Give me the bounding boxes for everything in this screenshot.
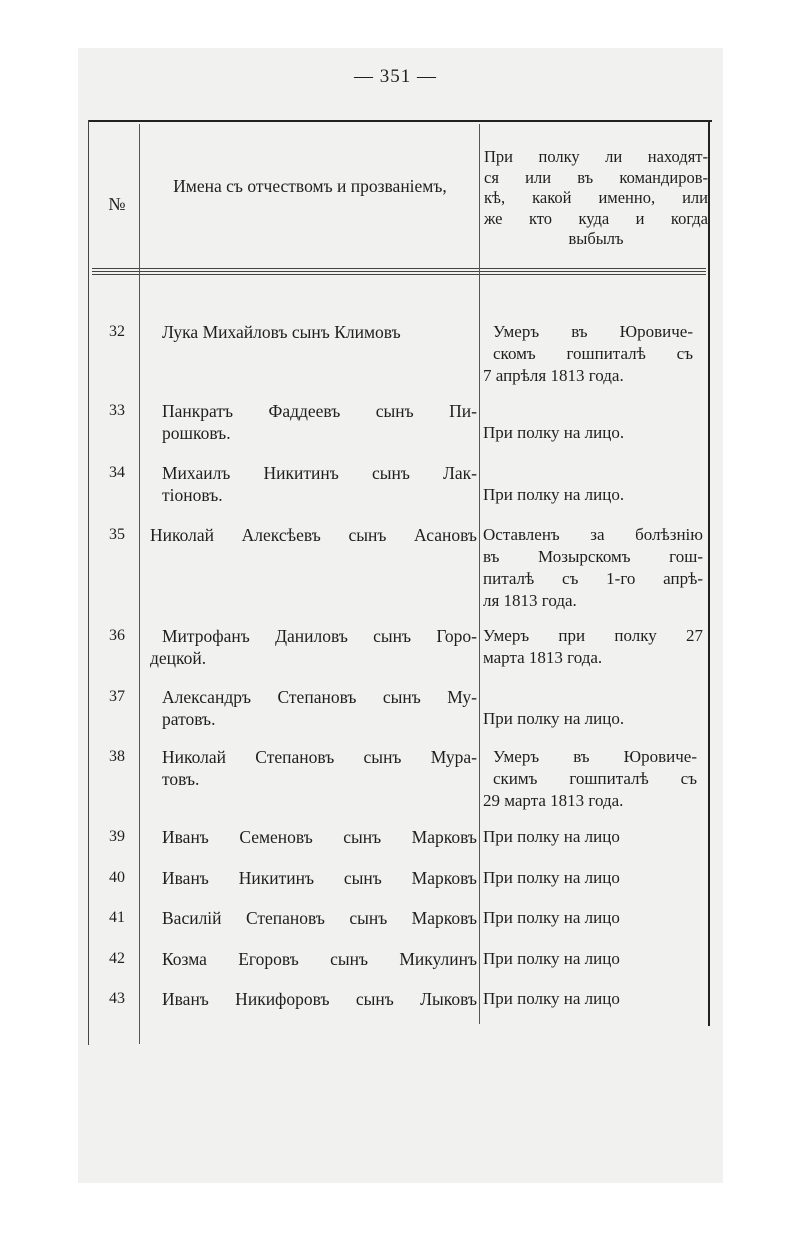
name-line: Козма Егоровъ сынъ Микулинъ <box>162 949 477 969</box>
name-line: Иванъ Семеновъ сынъ Марковъ <box>162 827 477 847</box>
name-line: Василій Степановъ сынъ Марковъ <box>162 908 477 928</box>
table-left-rule <box>88 120 89 1045</box>
row-status <box>483 321 693 387</box>
name-line: децкой. <box>150 648 207 668</box>
status-line: въ Мозырскомъ гош- <box>483 547 703 566</box>
status-line: При полку на лицо <box>483 949 620 968</box>
name-line: ратовъ. <box>162 709 216 729</box>
name-line: Николай Алексѣевъ сынъ Асановъ <box>150 525 477 545</box>
row-number: 35 <box>109 526 125 543</box>
row-name <box>150 321 477 343</box>
status-line: 7 апрѣля 1813 года. <box>483 366 624 385</box>
row-name <box>150 988 477 1010</box>
name-line: товъ. <box>162 769 200 789</box>
row-name <box>150 400 477 444</box>
row-status <box>483 524 703 612</box>
status-line: 29 марта 1813 года. <box>483 791 624 810</box>
row-number: 43 <box>109 990 125 1007</box>
status-line: Оставленъ за болѣзнію <box>483 525 703 544</box>
status-line: марта 1813 года. <box>483 648 603 667</box>
row-number: 33 <box>109 402 125 419</box>
table-top-rule <box>88 120 712 122</box>
row-name <box>150 826 477 848</box>
row-number: 41 <box>109 909 125 926</box>
column-rule-2 <box>479 124 480 1024</box>
row-status <box>483 746 697 812</box>
row-number: 39 <box>109 828 125 845</box>
status-line: При полку на лицо <box>483 989 620 1008</box>
name-line: Панкратъ Фаддеевъ сынъ Пи- <box>162 401 477 421</box>
name-line: Лука Михайловъ сынъ Климовъ <box>162 322 401 342</box>
status-line: При полку на лицо. <box>483 485 625 504</box>
page-number: — 351 — <box>354 66 437 87</box>
status-line: скимъ гошпиталѣ съ <box>493 769 697 788</box>
header-status-line: кѣ, какой именно, или <box>484 188 708 207</box>
header-number: № <box>108 194 126 214</box>
name-line: Александръ Степановъ сынъ Му- <box>162 687 477 707</box>
name-line: Иванъ Никифоровъ сынъ Лыковъ <box>162 989 477 1009</box>
header-status-line: ся или въ командиров- <box>484 167 708 187</box>
status-line: Умеръ въ Юровиче- <box>493 747 697 766</box>
row-status <box>483 484 703 506</box>
status-line: При полку на лицо. <box>483 709 625 728</box>
row-number: 34 <box>109 464 125 481</box>
row-name <box>150 462 477 506</box>
header-separator-rule-2 <box>92 271 706 272</box>
row-name <box>150 948 477 970</box>
row-number: 38 <box>109 748 125 765</box>
row-status <box>483 422 703 444</box>
status-line: При полку на лицо. <box>483 423 625 442</box>
header-status-line: выбылъ <box>568 229 624 248</box>
row-status <box>483 988 703 1010</box>
row-name <box>150 686 477 730</box>
row-status <box>483 708 703 730</box>
status-line: ля 1813 года. <box>483 591 577 610</box>
table-right-rule <box>708 120 710 1026</box>
status-line: Умеръ въ Юровиче- <box>493 322 693 341</box>
row-number: 40 <box>109 869 125 886</box>
row-number: 42 <box>109 950 125 967</box>
row-name <box>150 907 477 929</box>
name-line: Митрофанъ Даниловъ сынъ Горо- <box>162 626 477 646</box>
row-number: 37 <box>109 688 125 705</box>
status-line: скомъ гошпиталѣ съ <box>493 344 693 363</box>
status-line: Умеръ при полку 27 <box>483 626 703 645</box>
column-rule-1 <box>139 124 140 1044</box>
row-number: 32 <box>109 323 125 340</box>
row-status <box>483 625 703 669</box>
status-line: При полку на лицо <box>483 827 620 846</box>
header-name: Имена съ отчествомъ и прозваніемъ, <box>173 176 447 196</box>
row-number: 36 <box>109 627 125 644</box>
row-name <box>150 867 477 889</box>
name-line: Иванъ Никитинъ сынъ Марковъ <box>162 868 477 888</box>
name-line: тіоновъ. <box>162 485 223 505</box>
row-name <box>150 625 477 669</box>
name-line: Михаилъ Никитинъ сынъ Лак- <box>162 463 477 483</box>
row-status <box>483 867 703 889</box>
row-name <box>150 746 477 790</box>
name-line: рошковъ. <box>162 423 231 443</box>
header-status-line: При полку ли находят- <box>484 147 708 166</box>
row-status <box>483 948 703 970</box>
row-status <box>483 826 703 848</box>
header-separator-rule-3 <box>92 274 706 275</box>
status-line: При полку на лицо <box>483 908 620 927</box>
row-name <box>150 524 477 546</box>
status-line: питалѣ съ 1-го апрѣ- <box>483 569 703 588</box>
row-status <box>483 907 703 929</box>
header-status <box>484 147 708 250</box>
header-separator-rule-1 <box>92 268 706 269</box>
name-line: Николай Степановъ сынъ Мура- <box>162 747 477 767</box>
status-line: При полку на лицо <box>483 868 620 887</box>
header-status-line: же кто куда и когда <box>484 208 708 228</box>
